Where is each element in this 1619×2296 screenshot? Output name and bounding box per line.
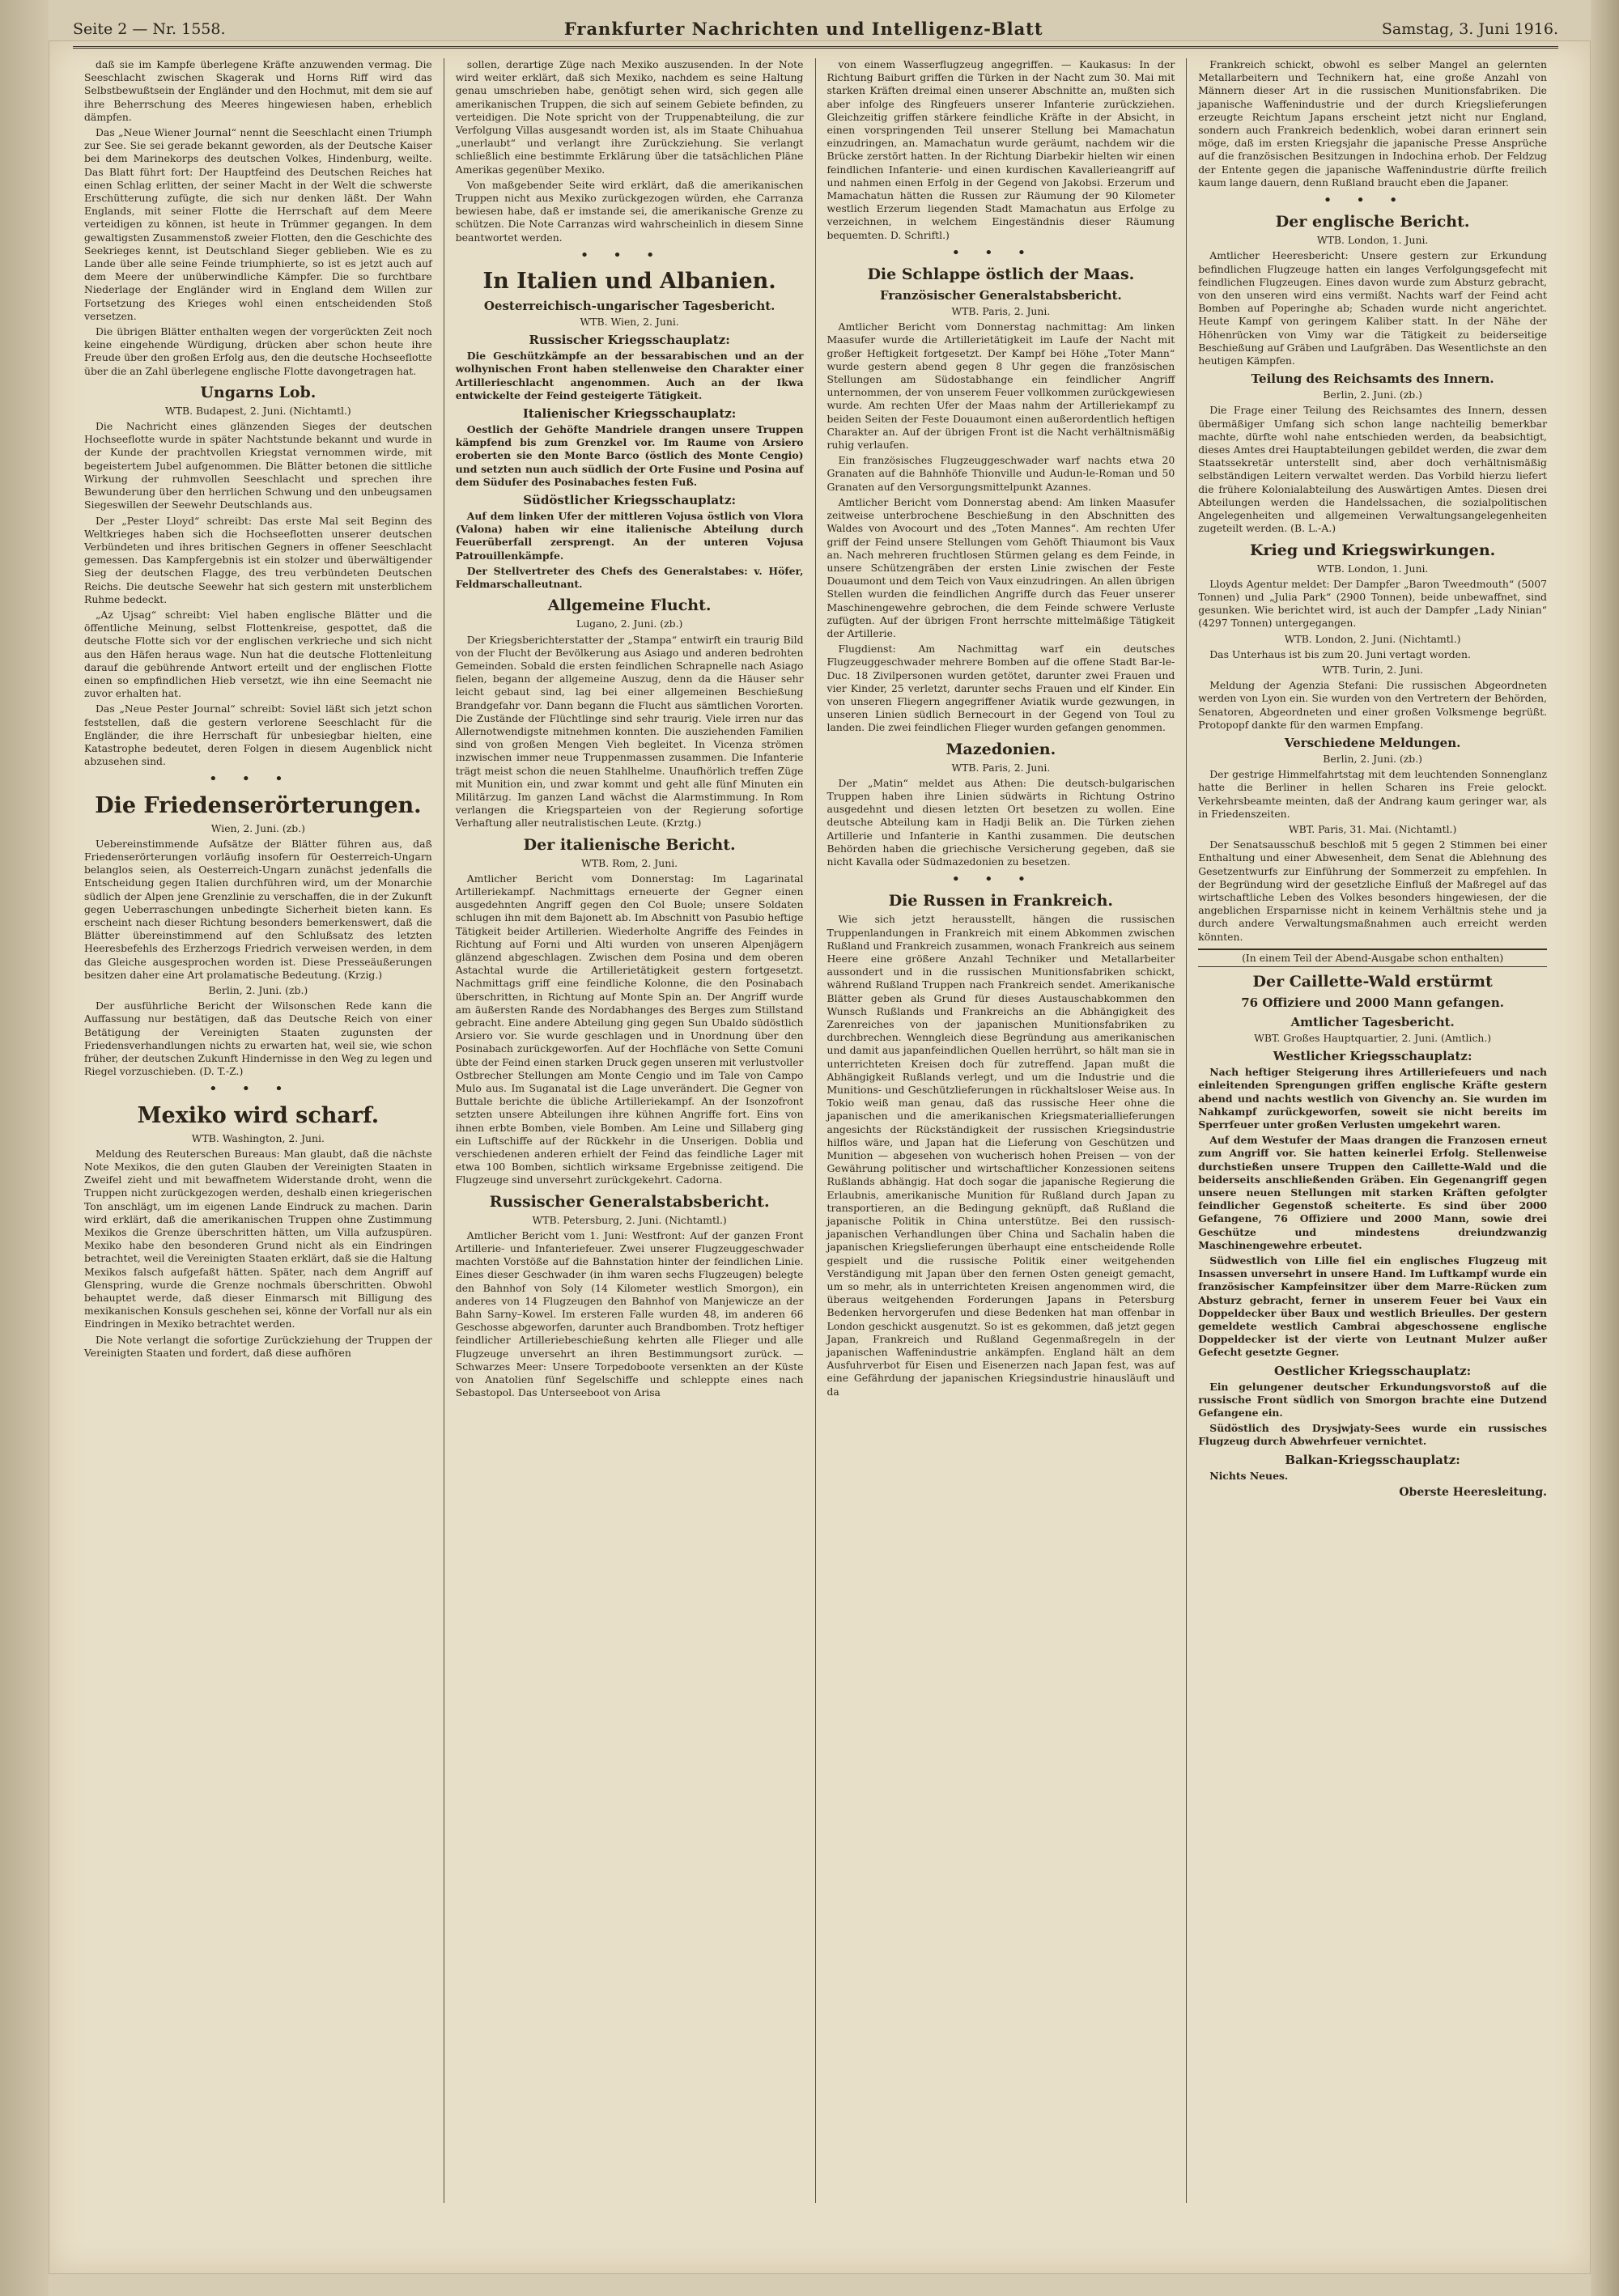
page-header: [73, 11, 1558, 49]
dateline: WTB. Budapest, 2. Juni. (Nichtamtl.): [164, 404, 351, 417]
article-text: Nach heftiger Steigerung ihres Artilleriefeuers und nach einleitenden Sprengungen griffen englische Kräfte gestern abend und nachts westlich von Givenchy an. Sie wurden im Nahkampf zurückgeworfen, soweit sie nicht bereits im Sperrfeuer unter großen Verlusten umgekehrt waren.: [1198, 1066, 1547, 1131]
headline-flucht: Allgemeine Flucht.: [547, 596, 712, 615]
headline-versch: Verschiedene Meldungen.: [1284, 735, 1461, 750]
dateline: WTB. Turin, 2. Juni.: [1322, 663, 1423, 676]
signature: Der Stellvertreter des Chefs des Generalstabes: v. Höfer, Feldmarschalleutnant.: [455, 564, 804, 591]
dateline: WTB. London, 2. Juni. (Nichtamtl.): [1284, 632, 1461, 645]
signature: Oberste Heeresleitung.: [1399, 1485, 1547, 1499]
article-text: „Az Ujsag“ schreibt: Viel haben englische Blätter und die öffentliche Meinung, selbst Flottenkreise, gespottet, daß die deutsche Flotte sich vor der englischen verkrieche und sich nicht aus den Häfen heraus wage. Nun hat die deutsche Flottenleitung darauf die gebührende Antwort erteilt und der englischen Flotte einen so empfindlichen Hieb versetzt, wie ihn eine Seemacht nie zuvor erhalten hat.: [84, 608, 432, 700]
section-head: Oestlicher Kriegsschauplatz:: [1274, 1363, 1472, 1378]
headline-russen: Die Russen in Frankreich.: [888, 892, 1114, 910]
subheadline: Amtlicher Tagesbericht.: [1290, 1014, 1455, 1029]
article-text: Die Geschützkämpfe an der bessarabischen und an der wolhynischen Front haben stellenweise den Charakter einer Artillerieschlacht angenommen. Auch an der Ikwa entwickelte der Feind gesteigerte Tätigkeit.: [455, 350, 804, 401]
article-text: Uebereinstimmende Aufsätze der Blätter führen aus, daß Friedenserörterungen vorläufig insofern für Oesterreich-Ungarn belanglos seien, als Oesterreich-Ungarn zunächst jedenfalls die Entscheidung gegen Italien durchführen wird, um der Monarchie südlich der Alpen jene Grenzlinie zu verschaffen, die in der Zukunft gegen Ueberraschungen unbedingte Sicherheit bieten kann. Es erscheint nach dieser Richtung besonders bemerkenswert, daß die Blätter übereinstimmend auf den Schlußsatz des letzten Heeresbefehls des Erzherzogs Friedrich verweisen werden, in dem das Gleiche ausgesprochen worden ist. Diese Presseäußerungen besitzen daher eine Art prolamatische Bedeutung. (Krzig.): [84, 837, 432, 981]
article-text: Der Senatsausschuß beschloß mit 5 gegen 2 Stimmen bei einer Enthaltung und einer Abwesenheit, dem Senat die Ablehnung des Gesetzentwurfs zur Einführung der Sommerzeit zu empfehlen. In der Begründung wird der gesetzliche Einfluß der Maßregel auf das wirtschaftliche Leben des Volkes besonders hingewiesen, der die angeblichen Ersparnisse nicht in keinem Verhältnis stehe und ja durch andere Verwaltungsmaßnahmen auch erreicht werden könnten.: [1198, 838, 1547, 943]
book-spine: [0, 0, 49, 2296]
article-text: Der Kriegsberichterstatter der „Stampa“ entwirft ein traurig Bild von der Flucht der Bevölkerung aus Asiago und anderen bedrohten Gemeinden. Sobald die ersten feindlichen Schrapnelle nach Asiago fielen, begann der allgemeine Auszug, denn da die Häuser sehr leicht gebaut sind, lag bei einer allgemeinen Beschießung Brandgefahr vor. Dann begann die Flucht aus sämtlichen Vororten. Die Zustände der Flüchtlinge sind sehr traurig. Viele irren nur das Allernotwendigste mitnehmen konnten. Die ausziehenden Familien sind von großen Mengen Vieh begleitet. In Vicenza strömen inzwischen immer neue Truppenmassen zusammen. Die Infanterie trägt meist schon die neuen Stahlhelme. Unaufhörlich treffen Züge mit Munition ein, und zwar kommt und geht alle fünf Minuten ein Militärzug. Im ganzen Land wächst die Alarmstimmung. In Rom verlangen die Kriegsparteien von der Regierung sofortige Verhaftung aller neutralistischen Leute. (Krztg.): [455, 633, 804, 830]
headline-mazedonien: Mazedonien.: [945, 740, 1056, 758]
dateline: WTB. Rom, 2. Juni.: [581, 856, 678, 869]
section-divider: •••: [208, 1080, 308, 1098]
section-head: Italienischer Kriegsschauplatz:: [522, 406, 737, 422]
article-text: Der „Pester Lloyd“ schreibt: Das erste Mal seit Beginn des Weltkrieges haben sich die Hochseeflotten unserer deutschen Verbündeten und ihres britischen Gegners in offener Seeschlacht gemessen. Das Kampfergebnis ist ein stolzer und überwältigender Sieg der deutschen Flagge, des treu verbündeten Deutschen Reichs. Die deutsche Seewehr hat sich gestern mit unsterblichem Ruhme bedeckt.: [84, 514, 432, 605]
article-text: Oestlich der Gehöfte Mandriele drangen unsere Truppen kämpfend bis zum Grenzkel vor. Im Raume von Arsiero eroberten sie den Monte Barco (östlich des Monte Cengio) und setzten nun auch südlich der Orte Fusine und Posina auf dem Südufer des Posinabaches festen Fuß.: [455, 423, 804, 488]
article-text: Die übrigen Blätter enthalten wegen der vorgerückten Zeit noch keine eingehende Würdigung, drücken aber schon heute ihre Freude über den großen Erfolg aus, den die deutsche Hochseeflotte über die an Zahl überlegene englische Flotte davongetragen hat.: [84, 325, 432, 377]
dateline: WTB. Paris, 2. Juni.: [951, 761, 1051, 774]
dateline: WTB. Washington, 2. Juni.: [191, 1131, 325, 1144]
newspaper-title: Frankfurter Nachrichten und Intelligenz-Blatt: [563, 19, 1043, 39]
section-divider: •••: [580, 246, 679, 264]
article-text: Amtlicher Bericht vom 1. Juni: Westfront: Auf der ganzen Front Artillerie- und Infanteriefeuer. Zwei unserer Flugzeuggeschwader machten Vorstöße auf die Bahnstation hinter der feindlichen Linie. Eines dieser Geschwader (in ihm waren sechs Flugzeugen) belegte den Bahnhof von Soly (14 Kilometer westlich Smorgon), ein anderes von 14 Flugzeugen den Bahnhof von Manjewicze an der Bahn Sarny–Kowel. Im ersteren Falle wurden 48, im anderen 66 Geschosse abgeworfen, darunter auch Brandbomben. Trotz heftiger feindlicher Artilleriebeschießung kehrten alle Flieger und alle Flugzeuge unversehrt an ihren Bestimmungsort zurück. — Schwarzes Meer: Unsere Torpedoboote versenkten an der Küste von Anatolien fünf Segelschiffe und schleppte eines nach Sebastopol. Das Unterseeboot von Arisa: [455, 1229, 804, 1399]
article-text: Amtlicher Bericht vom Donnerstag abend: Am linken Maasufer zeitweise unterbrochene Beschießung in den Abschnitten des Waldes von Avocourt und des „Toten Mannes“. Am rechten Ufer griff der Feind unsere Stellungen vom Gehöft Thiaumont bis Vaux an. Nach mehreren fruchtlosen Stürmen gelang es dem Feinde, in unsere Schützengräben der ersten Linie zwischen der Feste Douaumont und dem Teich von Vaux einzudringen. An allen übrigen Stellen wurden die feindlichen Angriffe durch das Feuer unserer Maschinengewehre gebrochen, die dem Feinde schwere Verluste zufügten. Auf der übrigen Front herrschte mittelmäßige Tätigkeit der Artillerie.: [826, 495, 1175, 639]
article-text: von einem Wasserflugzeug angegriffen. — Kaukasus: In der Richtung Baiburt griffen die Türken in der Nacht zum 30. Mai mit starken Kräften dreimal einen unserer Abschnitte an, mußten sich aber infolge des Ringfeuers unserer Infanterie zurückziehen. Gleichzeitig griffen stärkere feindliche Kräfte in der Absicht, in einen vorspringenden Teil unserer Stellung bei Mamachatun einzudringen, an. Mamachatun wurde geräumt, nachdem wir die Brücke zerstört hatten. In der Richtung Diarbekir hielten wir einen feindlichen Infanterie- und einen kurdischen Kavallerieangriff auf und nahmen einen Erfolg in der Gegend von Jakobsi. Erzerum und Mamachatun hätten die Russen zur Räumung der 90 Kilometer westlich Erzerum liegenden Stadt Mamachatun aus Erfolge zu verzeichnen, in welchem Eingeständnis dieser Räumung bequemten. D. Schriftl.): [826, 58, 1175, 241]
dateline: Berlin, 2. Juni. (zb.): [1323, 752, 1422, 765]
headline-mexiko: Mexiko wird scharf.: [137, 1102, 380, 1128]
headline-maas: Die Schlappe östlich der Maas.: [867, 265, 1135, 284]
column-4: [1187, 58, 1558, 2203]
section-divider: •••: [1323, 192, 1422, 210]
section-head: Südöstlicher Kriegsschauplatz:: [523, 493, 737, 508]
article-text: Auf dem Westufer der Maas drangen die Franzosen erneut zum Angriff vor. Sie hatten keinerlei Erfolg. Stellenweise durchstießen unsere Truppen den Caillette-Wald und die beiderseits anschließenden Gräben. Ein Gegenangriff gegen unsere neuen Stellungen mit starken Kräften gefolgter feindlicher Gegenstoß scheiterte. Es sind über 2000 Gefangene, 76 Offiziere und 2000 Mann, sowie drei Geschütze und mindestens dreiundzwanzig Maschinengewehre erbeutet.: [1198, 1134, 1547, 1251]
article-text: Amtlicher Bericht vom Donnerstag nachmittag: Am linken Maasufer wurde die Artillerietätigkeit im Laufe der Nacht mit großer Heftigkeit fortgesetzt. Der Kampf bei Höhe „Toter Mann“ wurde gestern abend gegen 8 Uhr gegen die französischen Stellungen am Südostabhange ein feindlicher Angriff unternommen, der von unserem Feuer vollkommen zurückgewiesen wurde. Am rechten Ufer der Maas nahm der Artilleriekampf zu beiden Seiten der Feste Douaumont einen außerordentlich heftigen Charakter an. Auf der übrigen Front ist die Nacht verhältnismäßig ruhig verlaufen.: [826, 320, 1175, 452]
dateline: Berlin, 2. Juni. (zb.): [208, 984, 308, 996]
article-text: Flugdienst: Am Nachmittag warf ein deutsches Flugzeuggeschwader mehrere Bomben auf die offene Stadt Bar-le-Duc. 18 Zivilpersonen wurden getötet, darunter zwei Frauen und vier Kinder, 25 verletzt, darunter sechs Frauen und elf Kinder. Ein von unseren Fliegern angegriffener Aviatik wurde gezwungen, in unseren Linien südlich Bernecourt in der Gegend von Toul zu landen. Die zwei feindlichen Flieger wurden gefangen genommen.: [826, 643, 1175, 734]
dateline: Berlin, 2. Juni. (zb.): [1323, 388, 1422, 401]
article-text: Ein gelungener deutscher Erkundungsvorstoß auf die russische Front südlich von Smorgon brachte eine Dutzend Gefangene ein.: [1198, 1380, 1547, 1420]
subheadline: 76 Offiziere und 2000 Mann gefangen.: [1241, 995, 1504, 1010]
issue-date: Samstag, 3. Juni 1916.: [1381, 19, 1558, 38]
section-divider: •••: [208, 770, 308, 788]
dateline: WTB. Paris, 2. Juni.: [951, 305, 1051, 318]
headline-italien: In Italien und Albanien.: [482, 269, 776, 295]
article-text: Südwestlich von Lille fiel ein englisches Flugzeug mit Insassen unversehrt in unsere Hand. Im Luftkampf wurde ein französischer Kampfeinsitzer über dem Marre-Rücken zum Absturz gebracht, ferner in unserem Feuer bei Vaux ein Doppeldecker über Baux und westlich Brieulles. Der gestern gemeldete westlich Cambrai abgeschossene englische Doppeldecker ist der vierte von Leutnant Mulzer außer Gefecht gesetzte Gegner.: [1198, 1254, 1547, 1359]
section-divider: •••: [951, 244, 1051, 261]
dateline: WTB. London, 1. Juni.: [1316, 234, 1429, 247]
article-text: daß sie im Kampfe überlegene Kräfte anzuwenden vermag. Die Seeschlacht zwischen Skagerak und Horns Riff wird das Selbstbewußtsein der Engländer und den Hochmut, mit dem sie auf ihre Beherrschung des Meeres hingewiesen haben, erheblich dämpfen.: [84, 58, 432, 123]
article-text: Frankreich schickt, obwohl es selber Mangel an gelernten Metallarbeitern und Technikern hat, eine große Anzahl von Männern dieser Art in die russischen Munitionsfabriken. Die japanische Waffenindustrie und der durch Kriegslieferungen erzeugte Reichtum Japans erscheint jetzt nicht nur England, sondern auch Frankreich bedenklich, wobei daran erinnert sein möge, daß im ersten Kriegsjahr die japanische Presse Ansprüche auf die französischen Besitzungen in Indochina erhob. Der Feldzug der Entente gegen die japanische Waffenindustrie dürfte freilich kaum lange dauern, denn Rußland braucht eben die Japaner.: [1198, 58, 1547, 189]
subheadline: Oesterreichisch-ungarischer Tagesbericht.: [483, 299, 776, 314]
article-columns: [73, 58, 1558, 2203]
article-text: Auf dem linken Ufer der mittleren Vojusa östlich von Vlora (Valona) haben wir eine italienische Abteilung durch Feuerüberfall zersprengt. An der unteren Vojusa Patrouillenkämpfe.: [455, 510, 804, 562]
article-text: Der ausführliche Bericht der Wilsonschen Rede kann die Auffassung nur bestätigen, daß das Deutsche Reich von einer Betätigung der Vereinigten Staaten zugunsten der Friedensverhandlungen nichts zu erwarten hat, weil sie, wie schon früher, der deutschen Zukunft Hindernisse in den Weg zu legen und Riegel vorzuschieben. (D. T.-Z.): [84, 999, 432, 1078]
headline-engl: Der englische Bericht.: [1275, 213, 1470, 231]
article-text: sollen, derartige Züge nach Mexiko auszusenden. In der Note wird weiter erklärt, daß sich Mexiko, nachdem es seine Haltung genau umschrieben habe, genötigt sehen wird, sich gegen alle amerikanischen Truppen, die sich auf seinem Gebiete befinden, zu verteidigen. Die Note spricht von der Truppenabteilung, die zur Verfolgung Villas ausgesandt worden ist, als im Staate Chihuahua „unerlaubt“ und verlangt ihre Zurückziehung. Sie verlangt schließlich eine bestimmte Erklärung über die tatsächlichen Pläne Amerikas gegenüber Mexiko.: [455, 58, 804, 176]
article-text: Die Nachricht eines glänzenden Sieges der deutschen Hochseeflotte wurde in später Nachtstunde bekannt und wurde in der Kunde der prachtvollen Kriegstat vernommen wirde, mit begeistertem Jubel aufgenommen. Die Blätter betonen die sittliche Wirkung der ruhmvollen Seeschlacht und sprechen ihre Bewunderung über den herrlichen Schwung und den unbeugsamen Siegeswillen der Seewehr Deutschlands aus.: [84, 420, 432, 511]
section-head: Russischer Kriegsschauplatz:: [529, 333, 730, 348]
section-head: Westlicher Kriegsschauplatz:: [1273, 1049, 1472, 1064]
section-head: Balkan-Kriegsschauplatz:: [1285, 1452, 1460, 1467]
edition-note: (In einem Teil der Abend-Ausgabe schon enthalten): [1198, 949, 1547, 967]
section-divider: •••: [951, 871, 1051, 889]
column-3: [816, 58, 1188, 2203]
article-text: Amtlicher Heeresbericht: Unsere gestern zur Erkundung befindlichen Flugzeuge hatten ein langes Verfolgungsgefecht mit feindlichen Flugzeugen. Eines davon wurde zum Absturz gebracht, von den unseren wird eins vermißt. Nachts warf der Feind acht Bomben auf Poperinghe ab; Schaden wurde nicht angerichtet. Heute Kampf von geringem Kaliber statt. In der Nähe der Höhenrücken von Vimy war die Tätigkeit zu beiderseitige Beschießung auf Gräben und Laufgräben. Das Wesentlichste an den heutigen Kämpfen.: [1198, 249, 1547, 367]
headline-kriegs: Krieg und Kriegswirkungen.: [1250, 541, 1496, 559]
headline-ungarn: Ungarns Lob.: [200, 383, 317, 401]
dateline: WBT. Großes Hauptquartier, 2. Juni. (Amtlich.): [1254, 1031, 1492, 1044]
column-1: [73, 58, 444, 2203]
page-edge: [1591, 0, 1619, 2296]
headline-caillette: Der Caillette-Wald erstürmt: [1252, 972, 1493, 991]
headline-ital-bericht: Der italienische Bericht.: [523, 835, 736, 854]
headline-teilung: Teilung des Reichsamts des Innern.: [1251, 371, 1494, 387]
dateline: WTB. Wien, 2. Juni.: [580, 316, 679, 329]
headline-generalstab: Russischer Generalstabsbericht.: [489, 1192, 770, 1211]
page-number: Seite 2 — Nr. 1558.: [73, 19, 226, 38]
article-text: Die Note verlangt die sofortige Zurückziehung der Truppen der Vereinigten Staaten und fordert, daß diese aufhören: [84, 1333, 432, 1359]
dateline: WTB. London, 1. Juni.: [1316, 562, 1429, 575]
dateline: WBT. Paris, 31. Mai. (Nichtamtl.): [1288, 822, 1457, 835]
column-2: [444, 58, 816, 2203]
article-text: Wie sich jetzt herausstellt, hängen die russischen Truppenlandungen in Frankreich mit einem Abkommen zwischen Rußland und Frankreich zusammen, wonach Frankreich aus seinem Heere eine größere Anzahl Techniker und Metallarbeiter aussondert und in die russischen Munitionsfabriken schickt, während Rußland Truppen nach Frankreich sendet. Amerikanische Blätter geben als Grund für dieses Austauschabkommen den Wunsch Rußlands und Frankreichs an die Abhängigkeit des Zarenreiches von der japanischen Munitionsfabriken zu durchbrechen. Wenngleich diese Begründung aus amerikanischen und damit aus japanfeindlichen Quellen herrührt, so hält man sie in unterrichteten Kreisen doch für zutreffend. Japan mußt die Abhängigkeit Rußlands verlegt, und um die Industrie und die Munitions- und Geschützlieferungen in rückhaltsloser Weise aus. In Tokio weiß man genau, daß das russische Heer ohne die japanischen und die amerikanischen Kriegsmateriallieferungen angesichts der Rückständigkeit der russischen Kriegsindustrie hilflos wäre, und Japan hat die Lieferung von Geschützen und Munition — abgesehen von wucherisch hohen Preisen — von der Gewährung politischer und wirtschaftlicher Konzessionen seitens Rußlands abhängig. Hat doch sogar die japanische Regierung die Erlaubnis, amerikanische Munition für Rußland durch Japan zu transportieren, an die Bedingung geknüpft, daß Rußland die japanische Politik in China unterstütze. Bei den russisch-japanischen Verhandlungen über China und Sachalin haben die japanischen Kriegslieferungen überhaupt eine entscheidende Rolle gespielt und die russische Politik einer weitgehenden Verständigung mit Japan über den fernen Osten geneigt gemacht, um so mehr, als in unterrichteten Kreisen angenommen wird, die überaus weitgehenden Forderungen Japans in Petersburg Bedenken hervorgerufen und diese Bedenken hat man offenbar in London geschickt ausgenutzt. So ist es gekommen, daß jetzt gegen Japan, Frankreich und Rußland Gegenmaßregeln in der japanischen Waffenindustrie ankämpfen. England hält an dem Ausfuhrverbot für Eisen und Eisenerzen nach Japan fest, was auf eine Gefährdung der japanischen Kriegsindustrie hinausläuft und da: [826, 913, 1175, 1398]
dateline: Wien, 2. Juni. (zb.): [210, 821, 305, 834]
article-text: Der „Matin“ meldet aus Athen: Die deutsch-bulgarischen Truppen haben ihre Linien südwärts in Richtung Ostrino ausgedehnt und diesen letzten Ort besetzen zu wollen. Eine deutsche Abteilung kam in Hadji Belik an. Die Türken ziehen Artillerie und Infanterie in Kanthi zusammen. Die deutschen Behörden haben die griechische Versicherung gegeben, daß sie nicht Kavalla oder Südmazedonien zu besetzen.: [826, 776, 1175, 868]
article-text: Der gestrige Himmelfahrtstag mit dem leuchtenden Sonnenglanz hatte die Berliner in hellen Scharen ins Freie gelockt. Verkehrsbeamte meinten, daß der Andrang kaum geringer war, als in Friedenszeiten.: [1198, 768, 1547, 820]
dateline: WTB. Petersburg, 2. Juni. (Nichtamtl.): [532, 1213, 727, 1226]
article-text: Lloyds Agentur meldet: Der Dampfer „Baron Tweedmouth“ (5007 Tonnen) und „Julia Park“ (2900 Tonnen), beide unbewaffnet, sind gesunken. Wie berichtet wird, ist auch der Dampfer „Lady Ninian“ (4297 Tonnen) untergegangen.: [1198, 577, 1547, 630]
article-text: Meldung der Agenzia Stefani: Die russischen Abgeordneten werden von Lyon ein. Sie wurden von den Vertretern der Behörden, Senatoren, Abgeordneten und einer großen Volksmenge begrüßt. Protopopf dankte für den warmen Empfang.: [1198, 679, 1547, 731]
article-text: Südöstlich des Drysjwjaty-Sees wurde ein russisches Flugzeug durch Abwehrfeuer vernichtet.: [1198, 1422, 1547, 1448]
article-text: Das „Neue Wiener Journal“ nennt die Seeschlacht einen Triumph zur See. Sie sei gerade bekannt geworden, als der Deutsche Kaiser bei dem Marinekorps des deutschen Volkes, Hindenburg, weilte. Das Blatt führt fort: Der Hauptfeind des Deutschen Reiches hat einen Schlag erlitten, der seiner Macht in der Welt die schwerste Erschütterung zufügte, die sich nur denken läßt. Der Wahn Englands, mit seiner Flotte die Herrschaft auf dem Meere verteidigen zu können, ist heute in Trümmer gegangen. In dem gewaltigsten Zusammenstoß zweier Flotten, den die Geschichte des Seekrieges kennt, ist Deutschland Sieger geblieben. Wie es zu Lande über alle seine Feinde triumphierte, so ist es jetzt auch auf dem Meere der unüberwindliche Kämpfer. Die so furchtbare Niederlage der Engländer wird in England dem Willen zur Fortsetzung des Krieges wohl einen entscheidenden Stoß versetzen.: [84, 126, 432, 322]
article-text: Nichts Neues.: [1209, 1469, 1289, 1482]
subheadline: Französischer Generalstabsbericht.: [880, 288, 1122, 303]
article-text: Meldung des Reuterschen Bureaus: Man glaubt, daß die nächste Note Mexikos, die den guten Glauben der Vereinigten Staaten in Zweifel zieht und mit bewaffnetem Widerstande droht, wenn die Truppen nicht zurückgezogen werden, deshalb einen kriegerischen Ton anschlägt, um im eigenen Lande Eindruck zu machen. Darin wird erklärt, daß die amerikanischen Truppen ohne Zustimmung Mexikos die Grenze überschritten hätten, um Villa aufzuspüren. Mexiko habe den besonderen Grund nicht als ein Eindringen betrachtet, weil die Vereinigten Staaten erklärt, daß sie die Haltung Mexikos falsch aufgefaßt hätten. Später, nach dem Angriff auf Glenspring, wurde die Grenze nochmals überschritten. Obwohl behauptet werde, daß dieser Einmarsch mit Billigung des mexikanischen Konsuls geschehen sei, könne der Vorfall nur als ein Eindringen in Mexiko betrachtet werden.: [84, 1147, 432, 1330]
article-text: Die Frage einer Teilung des Reichsamtes des Innern, dessen übermäßiger Umfang sich schon lange nachteilig bemerkbar machte, dürfte wohl nahe entschieden werden, da beabsichtigt, dieses Amtes drei Hauptabteilungen gebildet werden, die zwar dem Staatssekretär unterstellt sind, aber doch verhältnismäßig selbständigen Leitern verwaltet werden. Das Vorbild hierzu liefert die frühere Kolonialabteilung des Auswärtigen Amtes. Diesen drei Abteilungen werden die Handelssachen, die sozialpolitischen Angelegenheiten und allgemeinen Verwaltungsangelegenheiten zugeteilt werden. (B. L.-A.): [1198, 404, 1547, 535]
article-text: Von maßgebender Seite wird erklärt, daß die amerikanischen Truppen nicht aus Mexiko zurückgezogen würden, ehe Carranza bewiesen habe, daß er imstande sei, die amerikanische Grenze zu schützen. Die Note Carranzas wird wahrscheinlich in diesem Sinne beantwortet werden.: [455, 178, 804, 244]
article-text: Das Unterhaus ist bis zum 20. Juni vertagt worden.: [1209, 647, 1471, 660]
headline-frieden: Die Friedenserörterungen.: [95, 792, 422, 818]
dateline: Lugano, 2. Juni. (zb.): [576, 618, 683, 630]
article-text: Amtlicher Bericht vom Donnerstag: Im Lagarinatal Artilleriekampf. Nachmittags erneuerte der Gegner einen ausgedehnten Angriff gegen den Col Buole; unsere Soldaten schlugen ihn mit dem Bajonett ab. Im Abschnitt von Pasubio heftige Tätigkeit beider Artillerien. Wiederholte Angriffe des Feindes in Richtung auf Forni und Alti wurden von unseren Alpenjägern glänzend abgeschlagen. Zwischen dem Posina und dem oberen Astachtal wurde die Artillerietätigkeit gestern fortgesetzt. Nachmittags griff eine feindliche Kolonne, die den Posinabach überschritten, in Richtung auf Monte Spin an. Der Angriff wurde am äußersten Rande des Nordabhanges des Berges zum Stillstand gebracht. Eine andere Abteilung ging gegen Sun Ubaldo südöstlich Arsiero vor. Sie wurde geschlagen und in Unordnung über den Posinabach zurückgeworfen. Auf der Hochfläche von Sette Comuni übte der Feind einen starken Druck gegen unseren mit verlustvoller Ostbrecher Stellungen am Monte Cengio und im Tale von Campo Mulo aus. Im Suganatal ist die Lage unverändert. Die Gegner von Buttale berichte die übliche Artilleriekampf. An der Isonzofront setzten unsere Abteilungen ihre kühnen Angriffe fort. Eins von ihnen erbte Bomben, viele Bomben. Am Leine und Sillaberg ging ein Luftschiffe auf der Rückkehr in die Unserigen. Doblia und verschiedenen anderen erhielt der Feind das feindliche Lager mit etwa 100 Bomben, sichtlich wirksame Ergebnisse zeitigend. Die Flugzeuge sind unversehrt zurückgekehrt. Cadorna.: [455, 872, 804, 1186]
article-text: Ein französisches Flugzeuggeschwader warf nachts etwa 20 Granaten auf die Bahnhöfe Thionville und Audun-le-Roman und 50 Granaten auf den Versorgungsmittelpunkt Azannes.: [826, 454, 1175, 493]
article-text: Das „Neue Pester Journal“ schreibt: Soviel läßt sich jetzt schon feststellen, daß die gestern verlorene Seeschlacht für die Engländer, die ihre Herrschaft für unbesiegbar hielten, eine Katastrophe bedeutet, deren Folgen in diesem Augenblick nicht abzusehen sind.: [84, 702, 432, 768]
